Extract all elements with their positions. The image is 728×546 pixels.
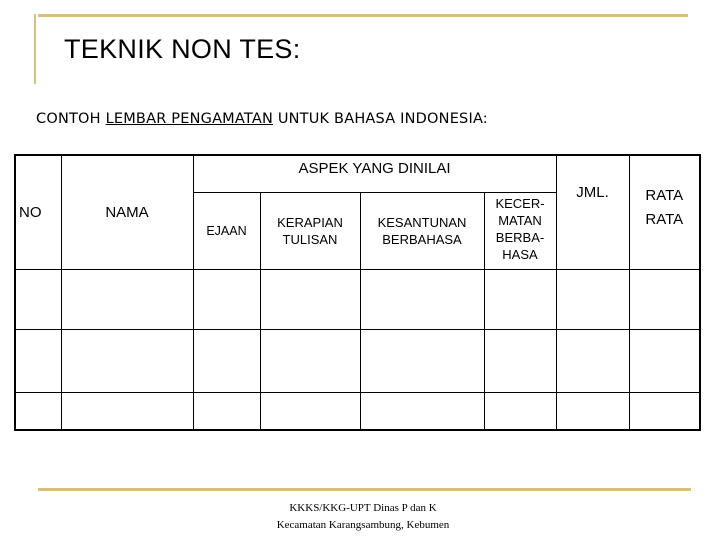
- table-cell[interactable]: [484, 330, 556, 393]
- left-decor-rule: [34, 14, 36, 84]
- header-kecermatan: [484, 193, 556, 270]
- table-cell[interactable]: [15, 393, 61, 431]
- table-cell[interactable]: [629, 330, 700, 393]
- bottom-decor-rule: [38, 488, 691, 491]
- footer-line-1: KKKS/KKG-UPT Dinas P dan K: [289, 502, 437, 514]
- header-rata-text: RATA RATA: [645, 187, 684, 228]
- header-row-top: [15, 155, 700, 193]
- subtitle: [36, 111, 488, 127]
- header-ejaan-text: EJAAN: [206, 223, 247, 238]
- header-kerapian: [260, 193, 360, 270]
- table-cell[interactable]: [484, 393, 556, 431]
- table-cell[interactable]: [629, 393, 700, 431]
- header-aspek-group: ASPEK YANG DINILAI: [193, 155, 556, 193]
- slide-title: TEKNIK NON TES:: [64, 34, 301, 64]
- header-ejaan: [193, 193, 260, 270]
- table-row: [15, 270, 700, 330]
- table-cell[interactable]: [260, 270, 360, 330]
- table-cell[interactable]: [15, 330, 61, 393]
- header-nama: NAMA: [61, 155, 193, 270]
- table-cell[interactable]: [360, 270, 484, 330]
- header-kesantunan: [360, 193, 484, 270]
- header-kesantunan-text: KESANTUNAN BERBAHASA: [377, 215, 467, 247]
- header-rata: [629, 155, 700, 270]
- footer: [258, 500, 468, 534]
- table-cell[interactable]: [556, 393, 629, 431]
- table-cell[interactable]: [61, 393, 193, 431]
- table-cell[interactable]: [15, 270, 61, 330]
- table-cell[interactable]: [484, 270, 556, 330]
- subtitle-prefix: CONTOH: [36, 111, 101, 127]
- observation-sheet-table: [14, 154, 701, 431]
- header-jml: JML.: [556, 155, 629, 270]
- table-cell[interactable]: [61, 270, 193, 330]
- table-cell[interactable]: [193, 393, 260, 431]
- table-row: [15, 330, 700, 393]
- table-cell[interactable]: [193, 330, 260, 393]
- table-cell[interactable]: [193, 270, 260, 330]
- table-cell[interactable]: [556, 330, 629, 393]
- header-kerapian-text: KERAPIAN TULISAN: [277, 215, 343, 247]
- subtitle-suffix: UNTUK BAHASA INDONESIA:: [277, 111, 488, 127]
- table-cell[interactable]: [556, 270, 629, 330]
- header-no: NO: [15, 155, 61, 270]
- table-cell[interactable]: [61, 330, 193, 393]
- table-cell[interactable]: [260, 330, 360, 393]
- subtitle-underlined: LEMBAR PENGAMATAN: [105, 111, 273, 127]
- table-cell[interactable]: [629, 270, 700, 330]
- table-row: [15, 393, 700, 431]
- table-cell[interactable]: [360, 393, 484, 431]
- footer-line-2: Kecamatan Karangsambung, Kebumen: [276, 519, 450, 531]
- table-cell[interactable]: [260, 393, 360, 431]
- top-decor-rule: [38, 14, 688, 17]
- header-kecermatan-text: KECER- MATAN BERBA- HASA: [495, 196, 545, 262]
- table-cell[interactable]: [360, 330, 484, 393]
